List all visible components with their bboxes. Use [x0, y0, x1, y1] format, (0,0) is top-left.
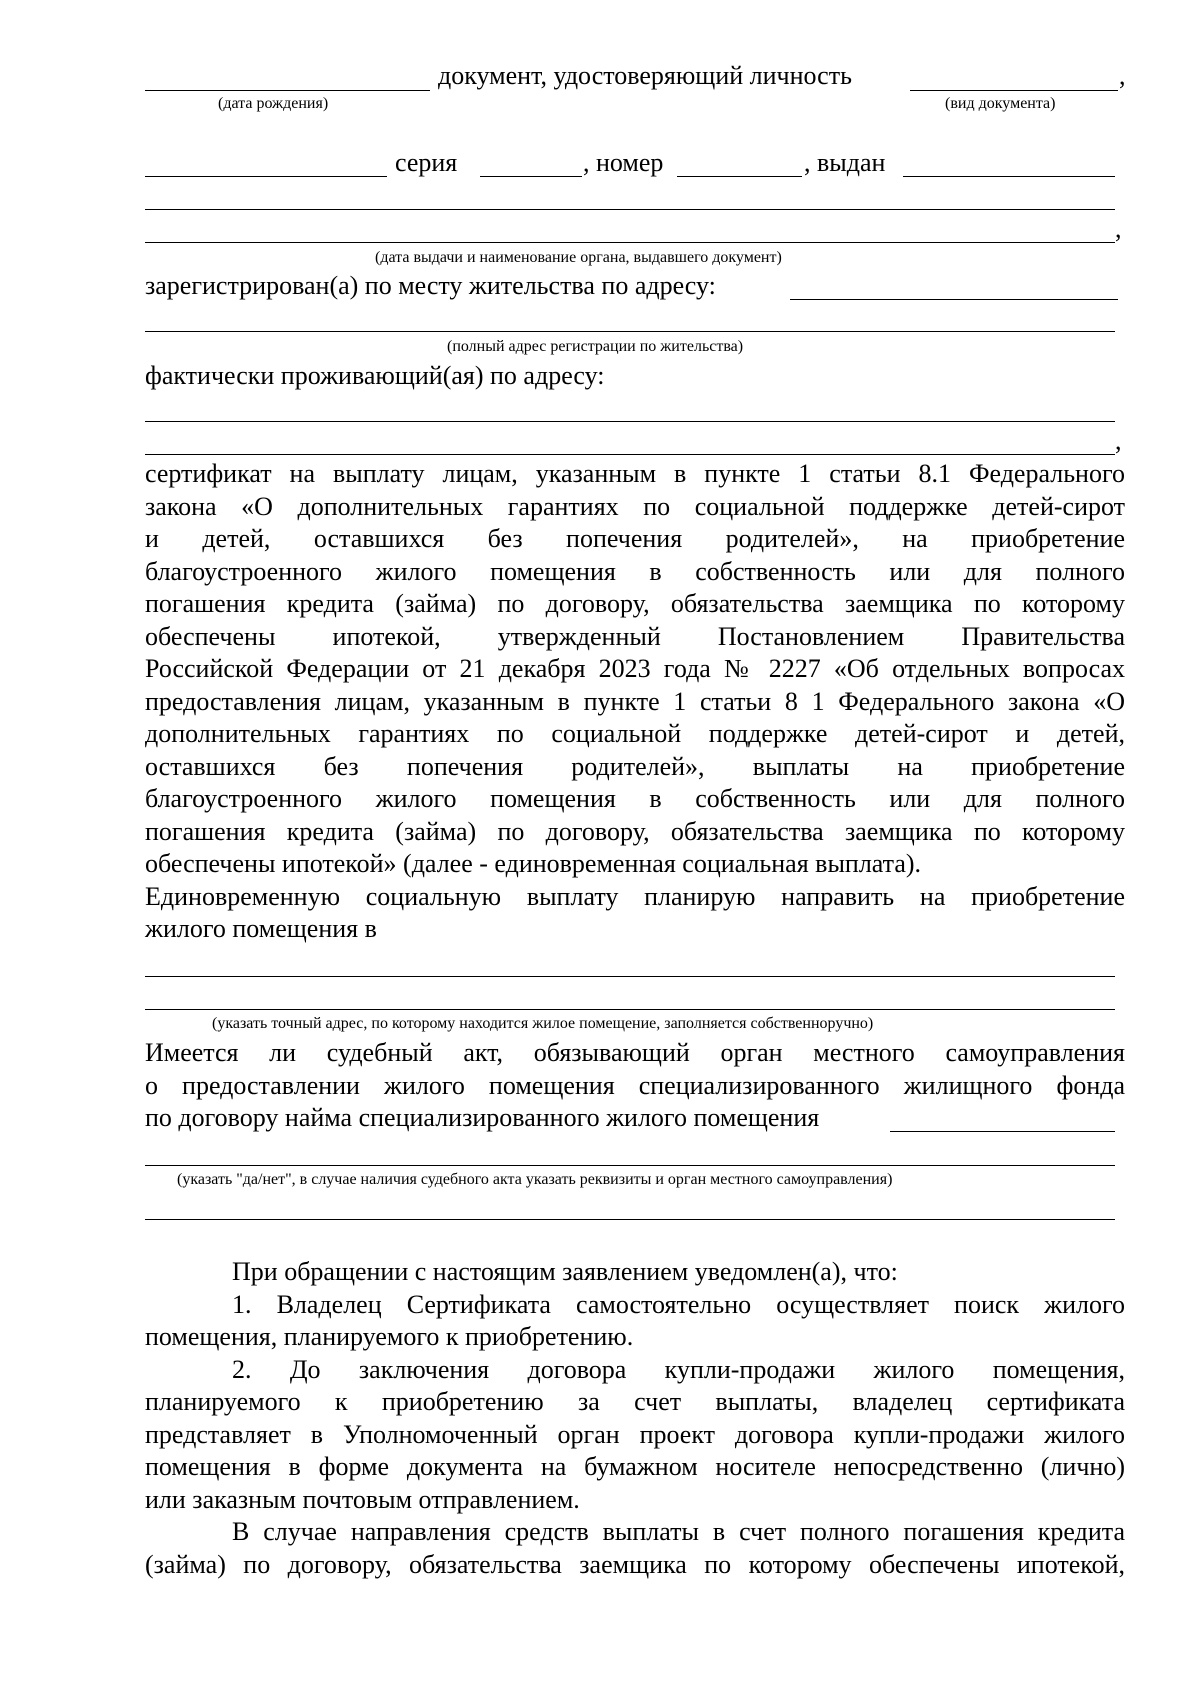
property-address-caption: (указать точный адрес, по которому находится жилое помещение, заполняется собственноручно) — [212, 1015, 874, 1032]
registration-line-2[interactable] — [145, 331, 1115, 332]
certificate-text-line: закона «О дополнительных гарантиях по социальной поддержке детей-сирот — [145, 491, 1125, 521]
court-details-line-2[interactable] — [145, 1219, 1115, 1220]
issue-line-2[interactable] — [145, 242, 1115, 243]
birth-date-field[interactable] — [145, 90, 430, 91]
certificate-text-line: благоустроенного жилого помещения в собственность или для полного — [145, 784, 1125, 813]
doc-type-caption: (вид документа) — [945, 95, 1056, 112]
registration-field[interactable] — [790, 299, 1118, 300]
actual-address-line-2[interactable] — [145, 454, 1115, 455]
certificate-text-line: сертификат на выплату лицам, указанным в пункте 1 статьи 8.1 Федерального — [145, 459, 1125, 488]
certificate-text-line: погашения кредита (займа) по договору, обязательства заемщика по которому — [145, 589, 1125, 618]
notice-item-1-line: помещения, планируемого к приобретению. — [145, 1322, 634, 1351]
actual-address-label: фактически проживающий(ая) по адресу: — [145, 361, 605, 390]
notice-item-3-line: (займа) по договору, обязательства заемщика по которому обеспечены ипотекой, — [145, 1549, 1125, 1579]
court-text-line: по договору найма специализированного жилого помещения — [145, 1103, 820, 1132]
series-field[interactable] — [480, 176, 582, 177]
issued-field[interactable] — [903, 176, 1115, 177]
certificate-text-line: жилого помещения в — [145, 914, 377, 943]
doc-type-field[interactable] — [910, 90, 1118, 91]
issue-line-1[interactable] — [145, 209, 1115, 210]
court-details-line-1[interactable] — [145, 1165, 1115, 1166]
comma: , — [1119, 61, 1126, 90]
court-text-line: Имеется ли судебный акт, обязывающий орган местного самоуправления — [145, 1038, 1125, 1067]
certificate-text-line: благоустроенного жилого помещения в собственность или для полного — [145, 556, 1125, 586]
certificate-text-line: и детей, оставшихся без попечения родителей», на приобретение — [145, 524, 1125, 553]
certificate-text-line: обеспечены ипотекой, утвержденный Постановлением Правительства — [145, 621, 1125, 651]
notice-item-1-line: 1. Владелец Сертификата самостоятельно осуществляет поиск жилого — [232, 1289, 1125, 1319]
doc-identity-label: документ, удостоверяющий личность — [438, 61, 852, 90]
court-text-line: о предоставлении жилого помещения специализированного жилищного фонда — [145, 1070, 1125, 1100]
certificate-text-line: предоставления лицам, указанным в пункте 1 статьи 8 1 Федерального закона «О — [145, 686, 1125, 716]
court-caption: (указать "да/нет", в случае наличия судебного акта указать реквизиты и орган местного самоуправления) — [177, 1171, 893, 1188]
series-label: серия — [395, 148, 458, 177]
notice-item-2-line: 2. До заключения договора купли-продажи жилого помещения, — [232, 1354, 1125, 1384]
issue-caption: (дата выдачи и наименование органа, выдавшего документ) — [375, 249, 782, 266]
registered-label: зарегистрирован(а) по месту жительства по адресу: — [145, 271, 716, 300]
court-answer-field[interactable] — [890, 1131, 1115, 1132]
certificate-text-line: оставшихся без попечения родителей», выплаты на приобретение — [145, 751, 1125, 781]
comma: , — [1115, 426, 1122, 455]
property-address-line-2[interactable] — [145, 1009, 1115, 1010]
notice-intro: При обращении с настоящим заявлением уведомлен(а), что: — [232, 1257, 898, 1286]
certificate-text-line: дополнительных гарантиях по социальной поддержке детей-сирот и детей, — [145, 719, 1125, 748]
certificate-text-line: Единовременную социальную выплату планирую направить на приобретение — [145, 881, 1125, 911]
doc-field-start[interactable] — [145, 176, 387, 177]
certificate-text-line: Российской Федерации от 21 декабря 2023 года № 2227 «Об отдельных вопросах — [145, 654, 1125, 683]
number-field[interactable] — [677, 176, 802, 177]
notice-item-3-line: В случае направления средств выплаты в счет полного погашения кредита — [232, 1517, 1125, 1546]
number-label: , номер — [583, 148, 664, 177]
certificate-text-line: погашения кредита (займа) по договору, обязательства заемщика по которому — [145, 816, 1125, 846]
certificate-text-line: обеспечены ипотекой» (далее - единовременная социальная выплата). — [145, 849, 922, 878]
birth-date-caption: (дата рождения) — [218, 95, 329, 112]
property-address-line-1[interactable] — [145, 976, 1115, 977]
issued-label: , выдан — [804, 148, 886, 177]
notice-item-2-line: помещения в форме документа на бумажном носителе непосредственно (лично) — [145, 1452, 1125, 1481]
notice-item-2-line: планируемого к приобретению за счет выплаты, владелец сертификата — [145, 1387, 1125, 1416]
notice-item-2-line: представляет в Уполномоченный орган проект договора купли-продажи жилого — [145, 1419, 1125, 1449]
comma: , — [1115, 214, 1122, 243]
notice-item-2-line: или заказным почтовым отправлением. — [145, 1484, 580, 1514]
registration-caption: (полный адрес регистрации по жительства) — [447, 338, 744, 355]
actual-address-line-1[interactable] — [145, 421, 1115, 422]
